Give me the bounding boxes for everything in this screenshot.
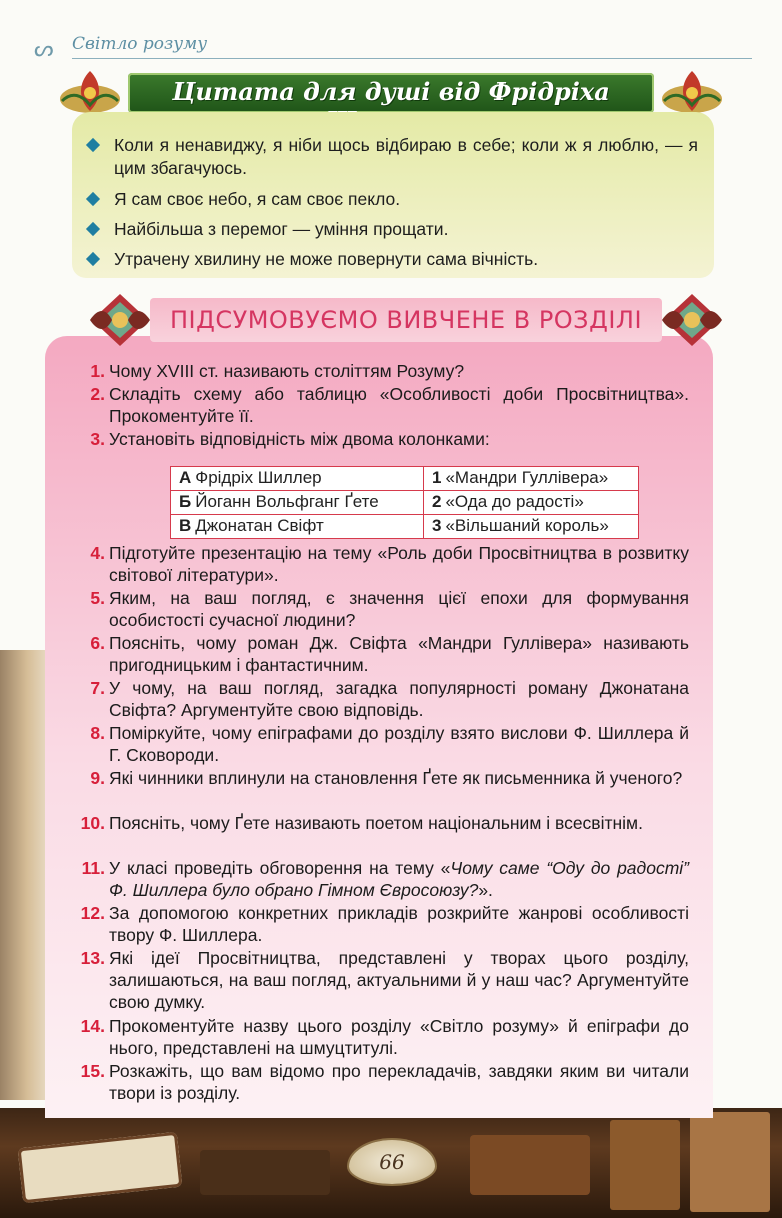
table-cell-right: 2 «Ода до радості» <box>424 491 639 515</box>
table-cell-right: 3 «Вільшаний король» <box>424 515 639 539</box>
flourish-icon: ᔕ <box>34 36 54 61</box>
quote-item: Утрачену хвилину не може повернути сама вічність. <box>90 248 698 271</box>
summary-section-banner <box>88 288 724 354</box>
questions-box <box>45 336 713 1118</box>
question-item: 15. Розкажіть, що вам відомо про перекладачів, завдяки яким ви читали твори із розділу. <box>80 1061 689 1103</box>
table-row <box>171 491 639 515</box>
table-cell-left: А Фрідріх Шиллер <box>171 467 424 491</box>
book-illustration <box>610 1120 680 1210</box>
question-item: 9. Які чинники вплинули на становлення Ґете як письменника й ученого? <box>90 768 683 788</box>
running-head-rule <box>72 58 752 59</box>
question-item: 12. За допомогою конкретних прикладів розкрийте жанрові особливості твору Ф. Шиллера. <box>80 903 689 945</box>
question-item: 1. Чому XVIII ст. називають століттям Розуму? <box>90 361 465 381</box>
arabesque-ornament-icon <box>660 292 724 348</box>
arabesque-ornament-icon <box>88 292 152 348</box>
question-item: 13. Які ідеї Просвітництва, представлені у творах цього розділу, залишаються, на ваш погляд, актуальними й у наш час? Аргументуйте свою думку. <box>80 948 689 1012</box>
question-item: 14. Прокоментуйте назву цього розділу «Світло розуму» й епіграфи до нього, представлені на шмуцтитулі. <box>80 1016 689 1058</box>
running-head-title: Світло розуму <box>72 34 208 54</box>
question-item: 3. Установіть відповідність між двома колонками: <box>90 429 490 449</box>
table-cell-right: 1 «Мандри Гуллівера» <box>424 467 639 491</box>
question-item: 4. Підготуйте презентацію на тему «Роль доби Просвітництва в розвитку світової літератури». <box>90 543 689 585</box>
page-number: 66 <box>349 1140 435 1184</box>
book-illustration <box>690 1112 770 1212</box>
running-head <box>32 30 752 62</box>
book-illustration <box>470 1135 590 1195</box>
quote-item: Коли я ненавиджу, я ніби щось відбираю в себе; коли ж я люблю, — я цим збагачуюсь. <box>90 134 698 180</box>
question-item: 10. Поясніть, чому Ґете називають поетом національним і всесвітнім. <box>80 813 643 833</box>
table-cell-left: В Джонатан Свіфт <box>171 515 424 539</box>
question-item: 8. Поміркуйте, чому епіграфами до розділу взято вислови Ф. Шиллера й Г. Сковороди. <box>90 723 689 765</box>
summary-section-title: ПІДСУМОВУЄМО ВИВЧЕНЕ В РОЗДІЛІ <box>169 306 643 334</box>
question-item: 5. Яким, на ваш погляд, є значення цієї епохи для формування особистості сучасної людини? <box>90 588 689 630</box>
question-item: 6. Поясніть, чому роман Дж. Свіфта «Мандри Гуллівера» називають пригодницьким і фантастичним. <box>90 633 689 675</box>
table-cell-left: Б Йоганн Вольфганг Ґете <box>171 491 424 515</box>
matching-table <box>170 466 639 539</box>
book-illustration <box>200 1150 330 1195</box>
quote-item: Найбільша з перемог — уміння прощати. <box>90 218 698 241</box>
question-item: 7. У чому, на ваш погляд, загадка популярності роману Джонатана Свіфта? Аргументуйте свою відповідь. <box>90 678 689 720</box>
quote-section-title: Цитата для душі від Фрідріха <box>172 77 610 106</box>
question-item: 2. Складіть схему або таблицю «Особливості доби Просвітництва». Прокоментуйте її. <box>90 384 689 426</box>
question-item: 11. У класі проведіть обговорення на тему «Чому саме “Оду до радості” Ф. Шиллера було обрано Гімном Євросоюзу?». <box>81 858 689 900</box>
table-row <box>171 467 639 491</box>
quote-item: Я сам своє небо, я сам своє пекло. <box>90 188 698 211</box>
quote-box <box>72 112 714 278</box>
table-row <box>171 515 639 539</box>
